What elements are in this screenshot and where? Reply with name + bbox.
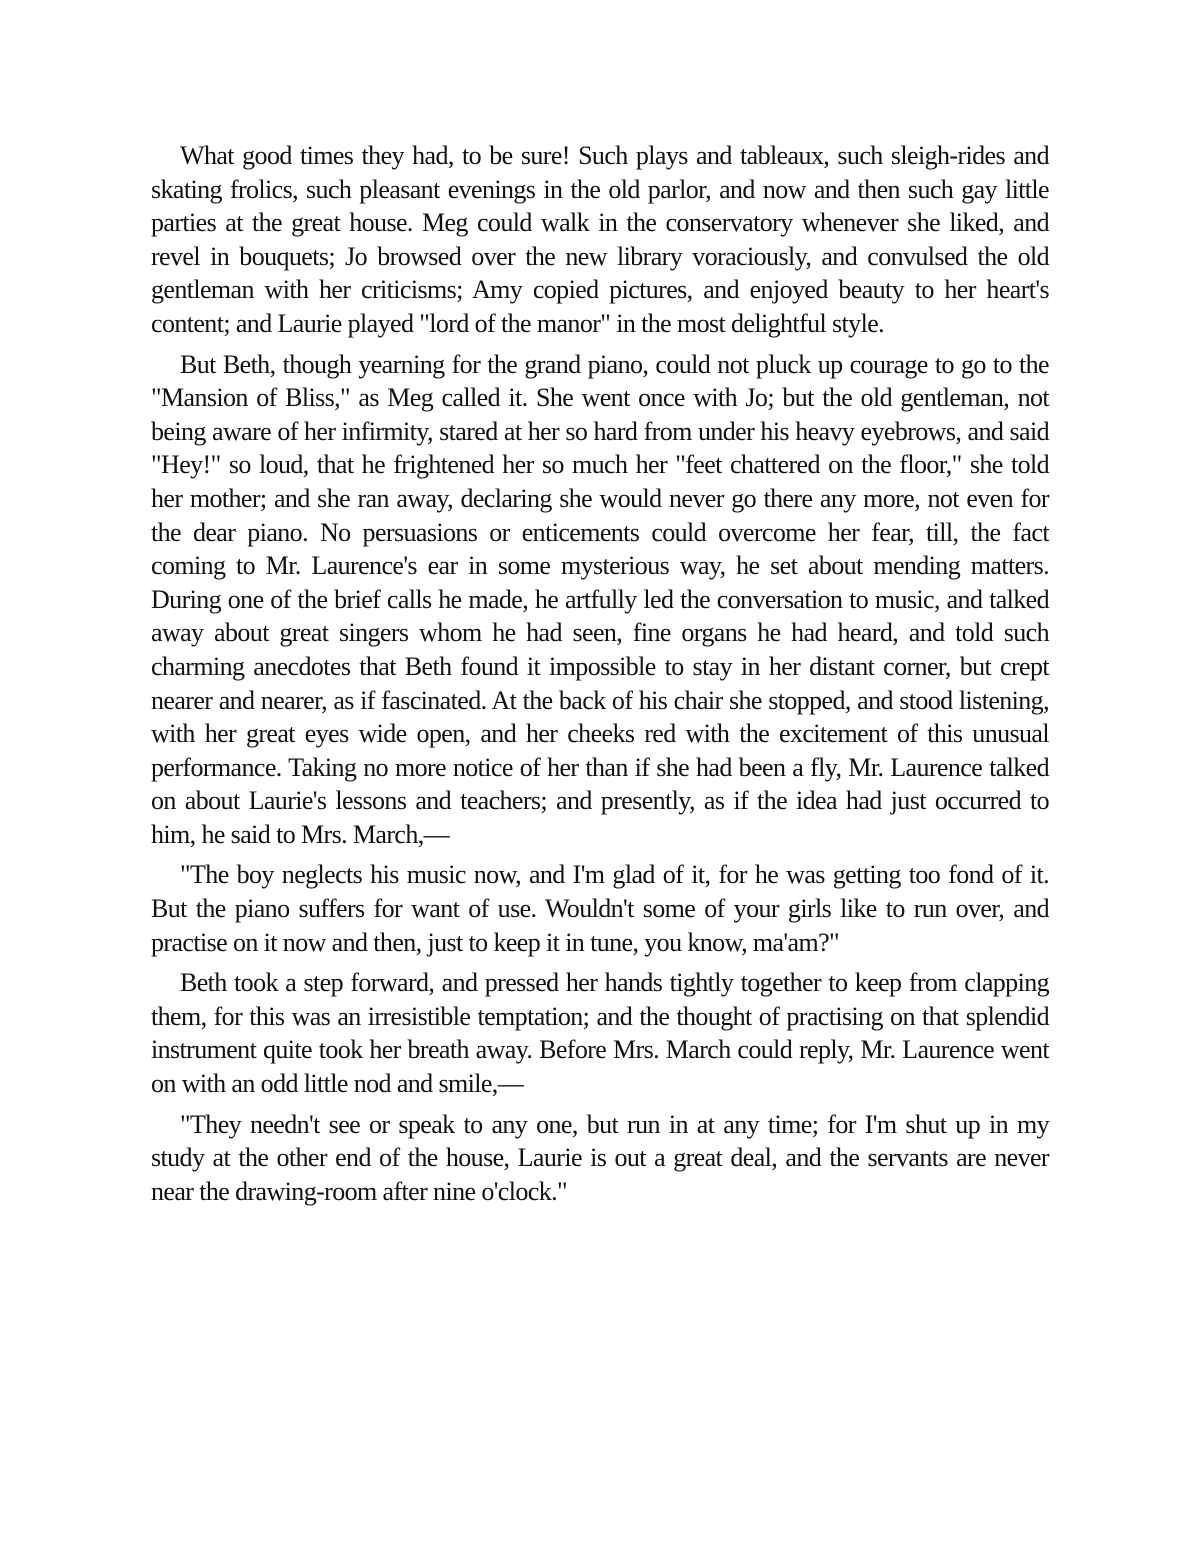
paragraph-2: But Beth, though yearning for the grand piano, could not pluck up courage to go to the "Mansion of Bliss," as Meg called it. She went once with Jo; but the old gentleman, not being aware of her infirmity, stared at her so hard from under his heavy eyebrows, and said "Hey!" so loud, that he frightened her so much her "feet chattered on the floor," she told her mother; and she ran away, declaring she would never go there any more, not even for the dear piano. No persuasions or enticements could overcome her fear, till, the fact coming to Mr. Laurence's ear in some mysterious way, he set about mending matters. During one of the brief calls he made, he artfully led the conversation to music, and talked away about great singers whom he had seen, fine organs he had heard, and told such charming anecdotes that Beth found it impossible to stay in her distant corner, but crept nearer and nearer, as if fascinated. At the back of his chair she stopped, and stood listening, with her great eyes wide open, and her cheeks red with the excitement of this unusual performance. Taking no more notice of her than if she had been a fly, Mr. Laurence talked on about Laurie's lessons and teachers; and presently, as if the idea had just occurred to him, he said to Mrs. March,— <box>151 349 1049 849</box>
document-page <box>151 139 1049 1215</box>
paragraph-1: What good times they had, to be sure! Such plays and tableaux, such sleigh-rides and skating frolics, such pleasant evenings in the old parlor, and now and then such gay little parties at the great house. Meg could walk in the conservatory whenever she liked, and revel in bouquets; Jo browsed over the new library voraciously, and convulsed the old gentleman with her criticisms; Amy copied pictures, and enjoyed beauty to her heart's content; and Laurie played "lord of the manor" in the most delightful style. <box>151 141 1049 338</box>
paragraph-4: Beth took a step forward, and pressed her hands tightly together to keep from clapping them, for this was an irresistible temptation; and the thought of practising on that splendid instrument quite took her breath away. Before Mrs. March could reply, Mr. Laurence went on with an odd little nod and smile,— <box>151 968 1049 1099</box>
paragraph-5: "They needn't see or speak to any one, but run in at any time; for I'm shut up in my study at the other end of the house, Laurie is out a great deal, and the servants are never near the drawing-room after nine o'clock." <box>151 1109 1049 1206</box>
paragraph-3: "The boy neglects his music now, and I'm glad of it, for he was getting too fond of it. But the piano suffers for want of use. Wouldn't some of your girls like to run over, and practise on it now and then, just to keep it in tune, you know, ma'am?" <box>151 860 1049 957</box>
